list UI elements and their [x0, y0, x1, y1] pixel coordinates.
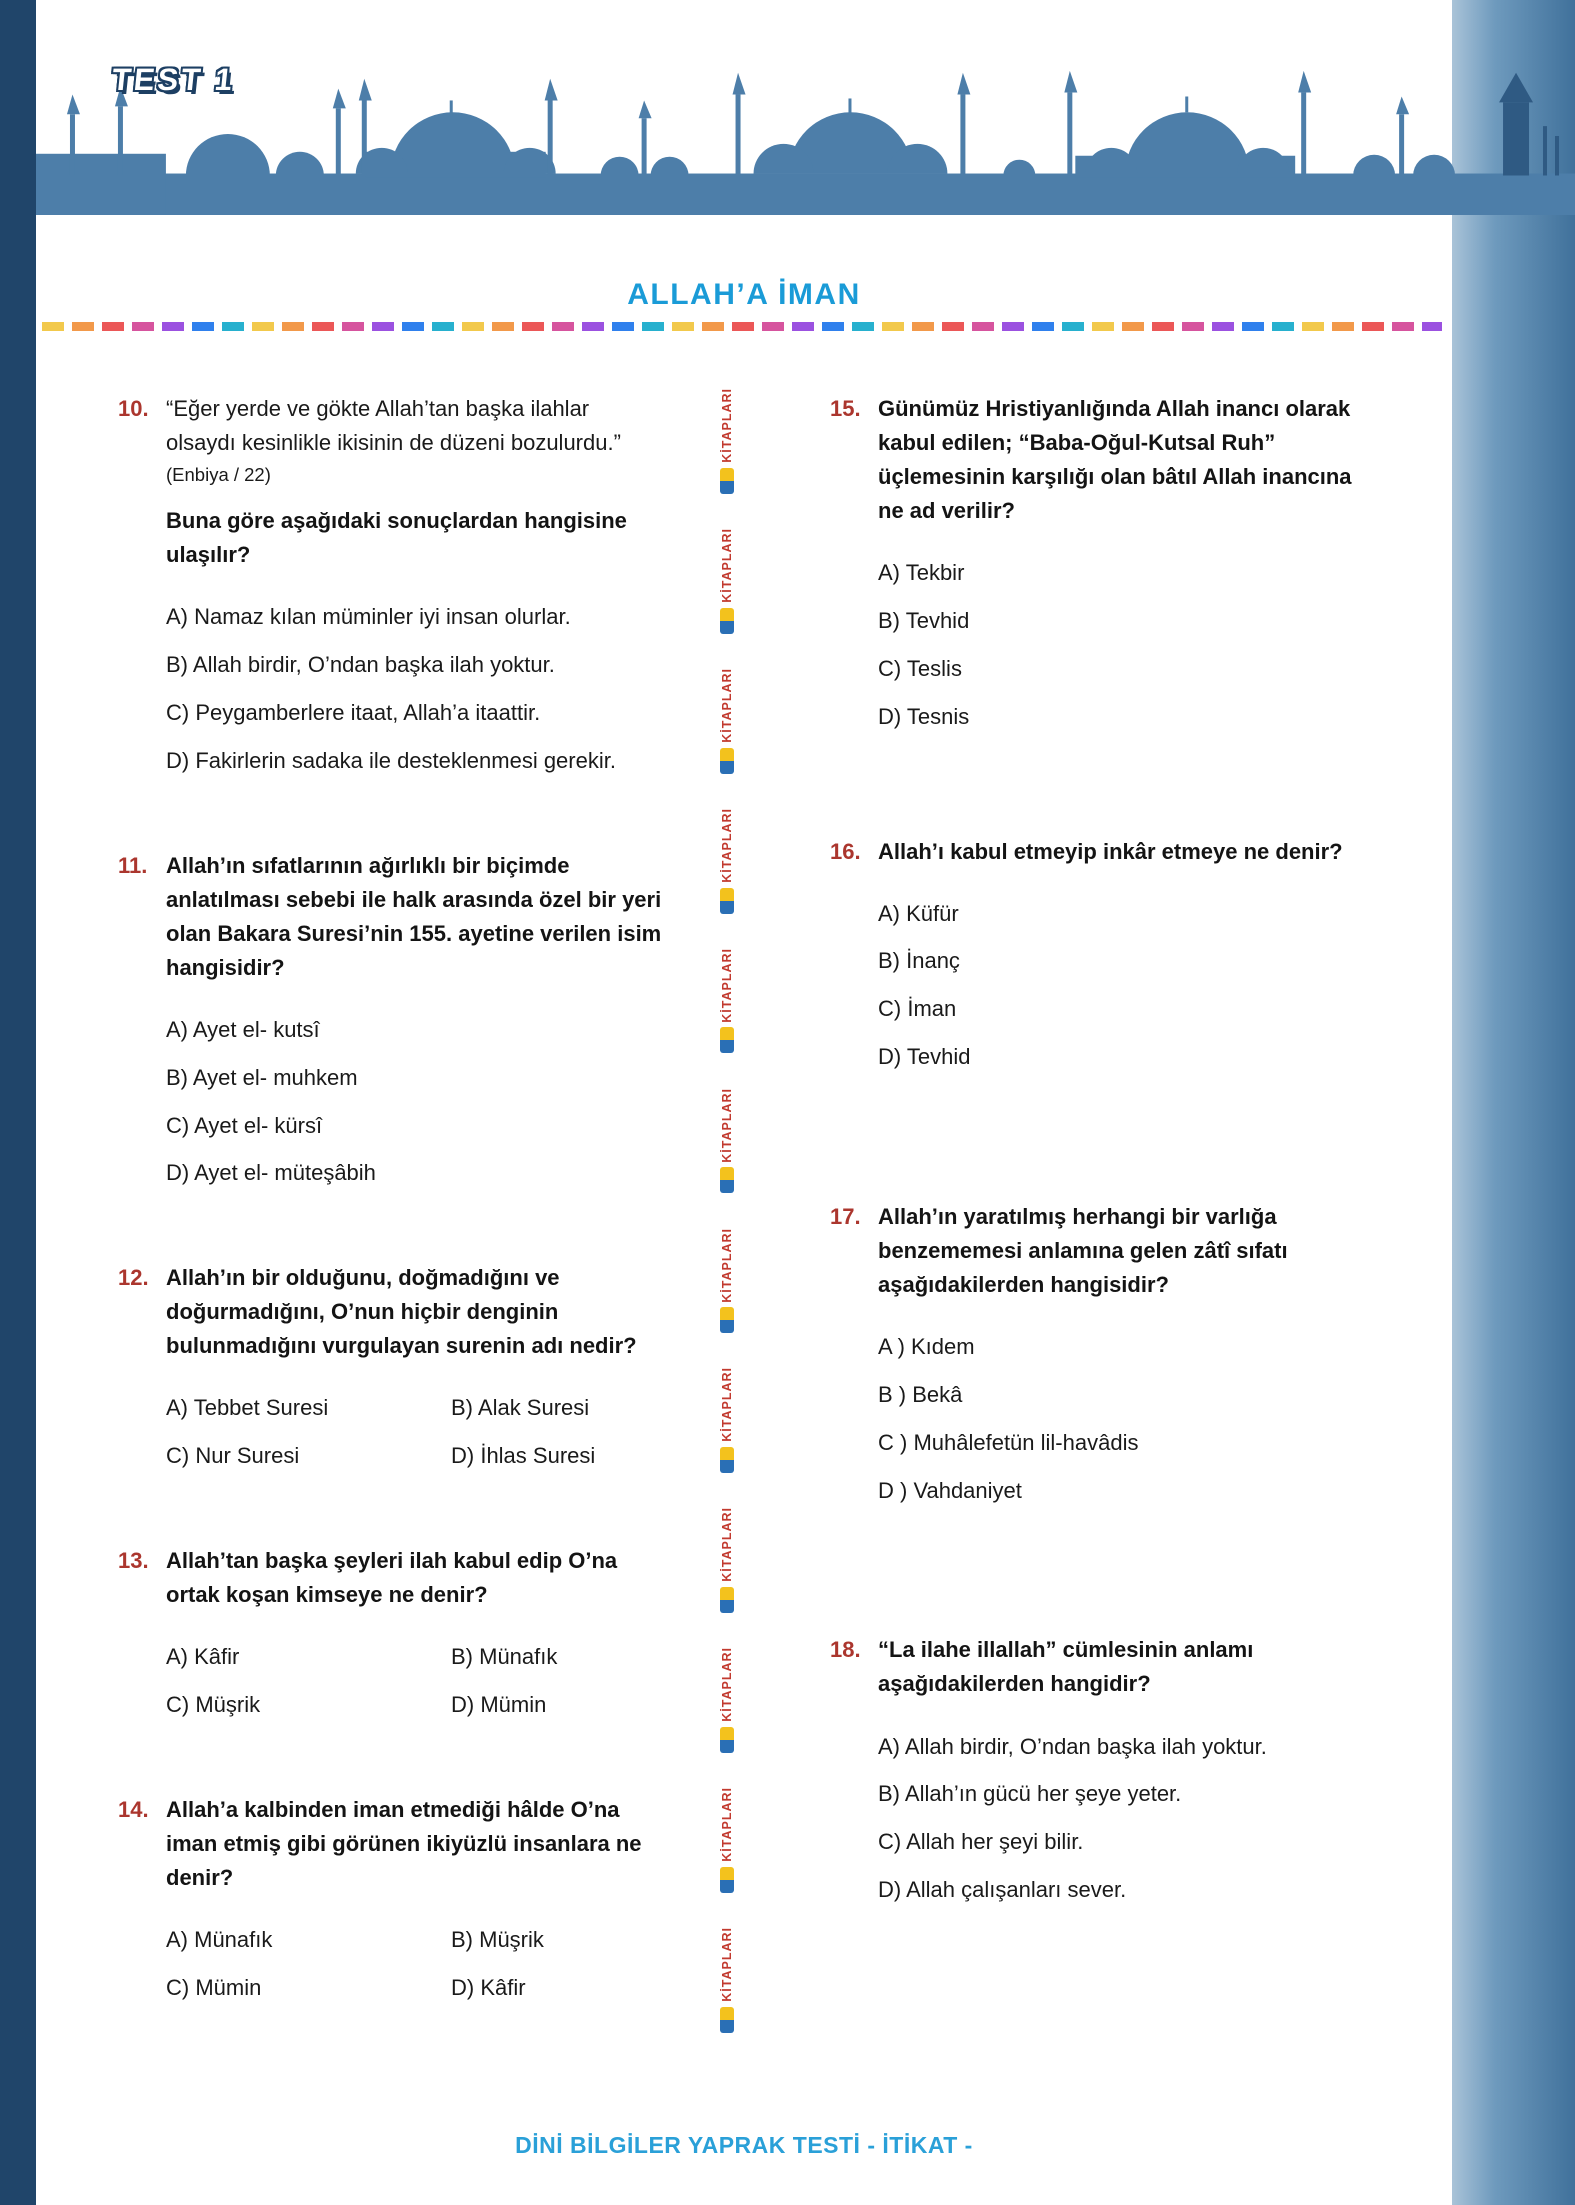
question-body — [166, 392, 663, 794]
watermark-text: KİTAPLARI — [720, 1927, 734, 2002]
question-number: 13. — [118, 1548, 149, 1573]
watermark-item — [720, 1367, 734, 1473]
watermark-text: KİTAPLARI — [720, 1647, 734, 1723]
question-body — [166, 1261, 663, 1489]
option-item: B) Tevhid — [878, 608, 970, 634]
publisher-logo-icon — [720, 1447, 734, 1473]
option-item: B) Münafık — [451, 1644, 558, 1670]
question-options — [166, 1925, 663, 2021]
option-item: B) Allah’ın gücü her şeye yeter. — [878, 1781, 1182, 1807]
watermark-item — [720, 668, 734, 774]
question-body — [878, 1633, 1375, 1922]
question-stem: “La ilahe illallah” cümlesinin anlamı aşağıdakilerden hangidir? — [878, 1637, 1254, 1697]
option-item: D) Tevhid — [878, 1044, 971, 1070]
option-item: D) Allah çalışanları sever. — [878, 1876, 1127, 1902]
question-options — [166, 602, 663, 776]
watermark-item — [720, 1088, 734, 1194]
question-number: 16. — [830, 838, 861, 864]
question — [118, 849, 663, 1207]
option-item: A) Tebbet Suresi — [166, 1395, 329, 1421]
question — [830, 392, 1375, 750]
question-body — [878, 1200, 1375, 1523]
question-body — [166, 849, 663, 1207]
question-stem: Allah’ın sıfatlarının ağırlıklı bir biçimde anlatılması sebebi ile halk arasında özel bir yeri olan Bakara Suresi’nin 155. ayetine verilen isim hangisidir? — [166, 852, 662, 980]
question-stem: Buna göre aşağıdaki sonuçlardan hangisine ulaşılır? — [166, 508, 627, 568]
watermark-text: KİTAPLARI — [720, 1087, 734, 1163]
option-item: C) Nur Suresi — [166, 1443, 300, 1469]
question-number: 17. — [830, 1203, 861, 1229]
question-number: 18. — [830, 1637, 861, 1663]
question — [830, 835, 1375, 1090]
publisher-logo-icon — [720, 888, 734, 914]
question — [118, 1544, 663, 1738]
watermark-item — [720, 1787, 734, 1893]
watermark-text: KİTAPLARI — [720, 388, 734, 463]
question-number: 12. — [118, 1265, 149, 1291]
question-body — [166, 1793, 663, 2021]
option-item: C) Peygamberlere itaat, Allah’a itaattir. — [166, 699, 541, 725]
option-item: A) Münafık — [166, 1927, 273, 1953]
option-item: C) Mümin — [166, 1974, 262, 2000]
option-item: C) İman — [878, 996, 957, 1022]
option-item: A) Allah birdir, O’ndan başka ilah yoktur. — [878, 1733, 1267, 1759]
question-stem: Allah’ın bir olduğunu, doğmadığını ve doğurmadığını, O’nun hiçbir denginin bulunmadığını vurgulayan surenin adı nedir? — [166, 1265, 637, 1359]
question-options — [166, 1015, 663, 1189]
publisher-logo-icon — [720, 608, 734, 634]
question — [118, 392, 663, 794]
publisher-logo-icon — [720, 1867, 734, 1893]
option-item: D) Fakirlerin sadaka ile desteklenmesi gerekir. — [166, 747, 616, 773]
option-item: D) İhlas Suresi — [451, 1443, 596, 1469]
question-stem: Allah’ın yaratılmış herhangi bir varlığa benzememesi anlamına gelen zâtî sıfatı aşağıdakilerden hangisidir? — [878, 1203, 1288, 1298]
publisher-logo-icon — [720, 1167, 734, 1193]
watermark-item — [720, 388, 734, 494]
question-options — [878, 558, 1375, 732]
question-stem: Allah’tan başka şeyleri ilah kabul edip O’na ortak koşan kimseye ne denir? — [166, 1548, 618, 1608]
watermark-item — [720, 1507, 734, 1613]
question-stem: Allah’ı kabul etmeyip inkâr etmeye ne denir? — [878, 838, 1343, 864]
question-body — [878, 835, 1375, 1090]
watermark-text: KİTAPLARI — [720, 947, 734, 1023]
question-options — [166, 1393, 663, 1489]
question-options — [878, 1732, 1375, 1906]
question-options — [878, 899, 1375, 1073]
watermark-item — [720, 948, 734, 1054]
left-edge-band — [0, 0, 36, 2205]
option-item: C) Allah her şeyi bilir. — [878, 1829, 1084, 1855]
column-right — [830, 392, 1375, 1978]
watermark-text: KİTAPLARI — [720, 1367, 734, 1443]
publisher-logo-icon — [720, 2007, 734, 2033]
divider-dashes — [42, 322, 1442, 331]
option-item: A) Kâfir — [166, 1644, 240, 1670]
watermark-text: KİTAPLARI — [720, 1227, 734, 1303]
right-edge-band — [1452, 0, 1575, 2205]
option-item: B) Alak Suresi — [451, 1395, 590, 1421]
watermark-item — [720, 1927, 734, 2033]
option-item: C ) Muhâlefetün lil-havâdis — [878, 1429, 1139, 1455]
option-item: C) Müşrik — [166, 1691, 261, 1717]
publisher-logo-icon — [720, 1727, 734, 1753]
question — [830, 1633, 1375, 1922]
question — [830, 1200, 1375, 1523]
publisher-logo-icon — [720, 1587, 734, 1613]
question-number: 15. — [830, 396, 861, 421]
watermark-item — [720, 1647, 734, 1753]
question — [118, 1793, 663, 2021]
watermark-text: KİTAPLARI — [720, 667, 734, 743]
footer-title: DİNİ BİLGİLER YAPRAK TESTİ - İTİKAT - — [515, 2132, 973, 2158]
option-item: C) Teslis — [878, 655, 962, 681]
option-item: B ) Bekâ — [878, 1381, 963, 1407]
question-number: 10. — [118, 396, 149, 421]
option-item: A) Namaz kılan müminler iyi insan olurlar. — [166, 604, 571, 630]
question-body — [878, 392, 1375, 750]
column-left — [118, 392, 663, 2076]
option-item: C) Ayet el- kürsî — [166, 1112, 323, 1138]
question — [118, 1261, 663, 1489]
question-options — [166, 1642, 663, 1738]
option-item: B) Allah birdir, O’ndan başka ilah yoktur. — [166, 652, 555, 678]
watermark-item — [720, 528, 734, 634]
watermark-text: KİTAPLARI — [720, 807, 734, 883]
option-item: D ) Vahdaniyet — [878, 1477, 1022, 1503]
question-body — [166, 1544, 663, 1738]
page-title: ALLAH’A İMAN — [627, 278, 861, 311]
question-number: 11. — [118, 852, 148, 878]
publisher-logo-icon — [720, 1307, 734, 1333]
watermark-column — [705, 388, 749, 2033]
publisher-logo-icon — [720, 1027, 734, 1053]
option-item: D) Ayet el- müteşâbih — [166, 1160, 376, 1186]
skyline-silhouette — [36, 57, 1575, 215]
publisher-logo-icon — [720, 748, 734, 774]
watermark-text: KİTAPLARI — [720, 527, 734, 603]
watermark-item — [720, 1228, 734, 1334]
question-source: (Enbiya / 22) — [166, 464, 271, 486]
option-item: A) Tekbir — [878, 560, 965, 586]
option-item: B) Ayet el- muhkem — [166, 1064, 358, 1090]
test-label: TEST 1 — [110, 62, 237, 97]
question-stem: Allah’a kalbinden iman etmediği hâlde O’na iman etmiş gibi görünen ikiyüzlü insanlara ne denir? — [166, 1796, 642, 1890]
question-quote: “Eğer yerde ve gökte Allah’tan başka ilahlar olsaydı kesinlikle ikisinin de düzeni bozulurdu.” — [166, 396, 621, 456]
option-item: D) Tesnis — [878, 703, 970, 729]
question-options — [878, 1332, 1375, 1506]
watermark-item — [720, 808, 734, 914]
option-item: B) Müşrik — [451, 1927, 544, 1953]
option-item: A ) Kıdem — [878, 1334, 975, 1360]
question-number: 14. — [118, 1796, 149, 1822]
watermark-text: KİTAPLARI — [720, 1787, 734, 1862]
option-item: D) Kâfir — [451, 1974, 526, 2000]
question-stem: Günümüz Hristiyanlığında Allah inancı olarak kabul edilen; “Baba-Oğul-Kutsal Ruh” üçlemesinin karşılığı olan bâtıl Allah inancına ne ad verilir? — [878, 396, 1352, 524]
option-item: B) İnanç — [878, 948, 960, 974]
watermark-text: KİTAPLARI — [720, 1507, 734, 1583]
option-item: A) Ayet el- kutsî — [166, 1016, 320, 1042]
option-item: A) Küfür — [878, 900, 959, 926]
option-item: D) Mümin — [451, 1691, 547, 1717]
publisher-logo-icon — [720, 468, 734, 494]
